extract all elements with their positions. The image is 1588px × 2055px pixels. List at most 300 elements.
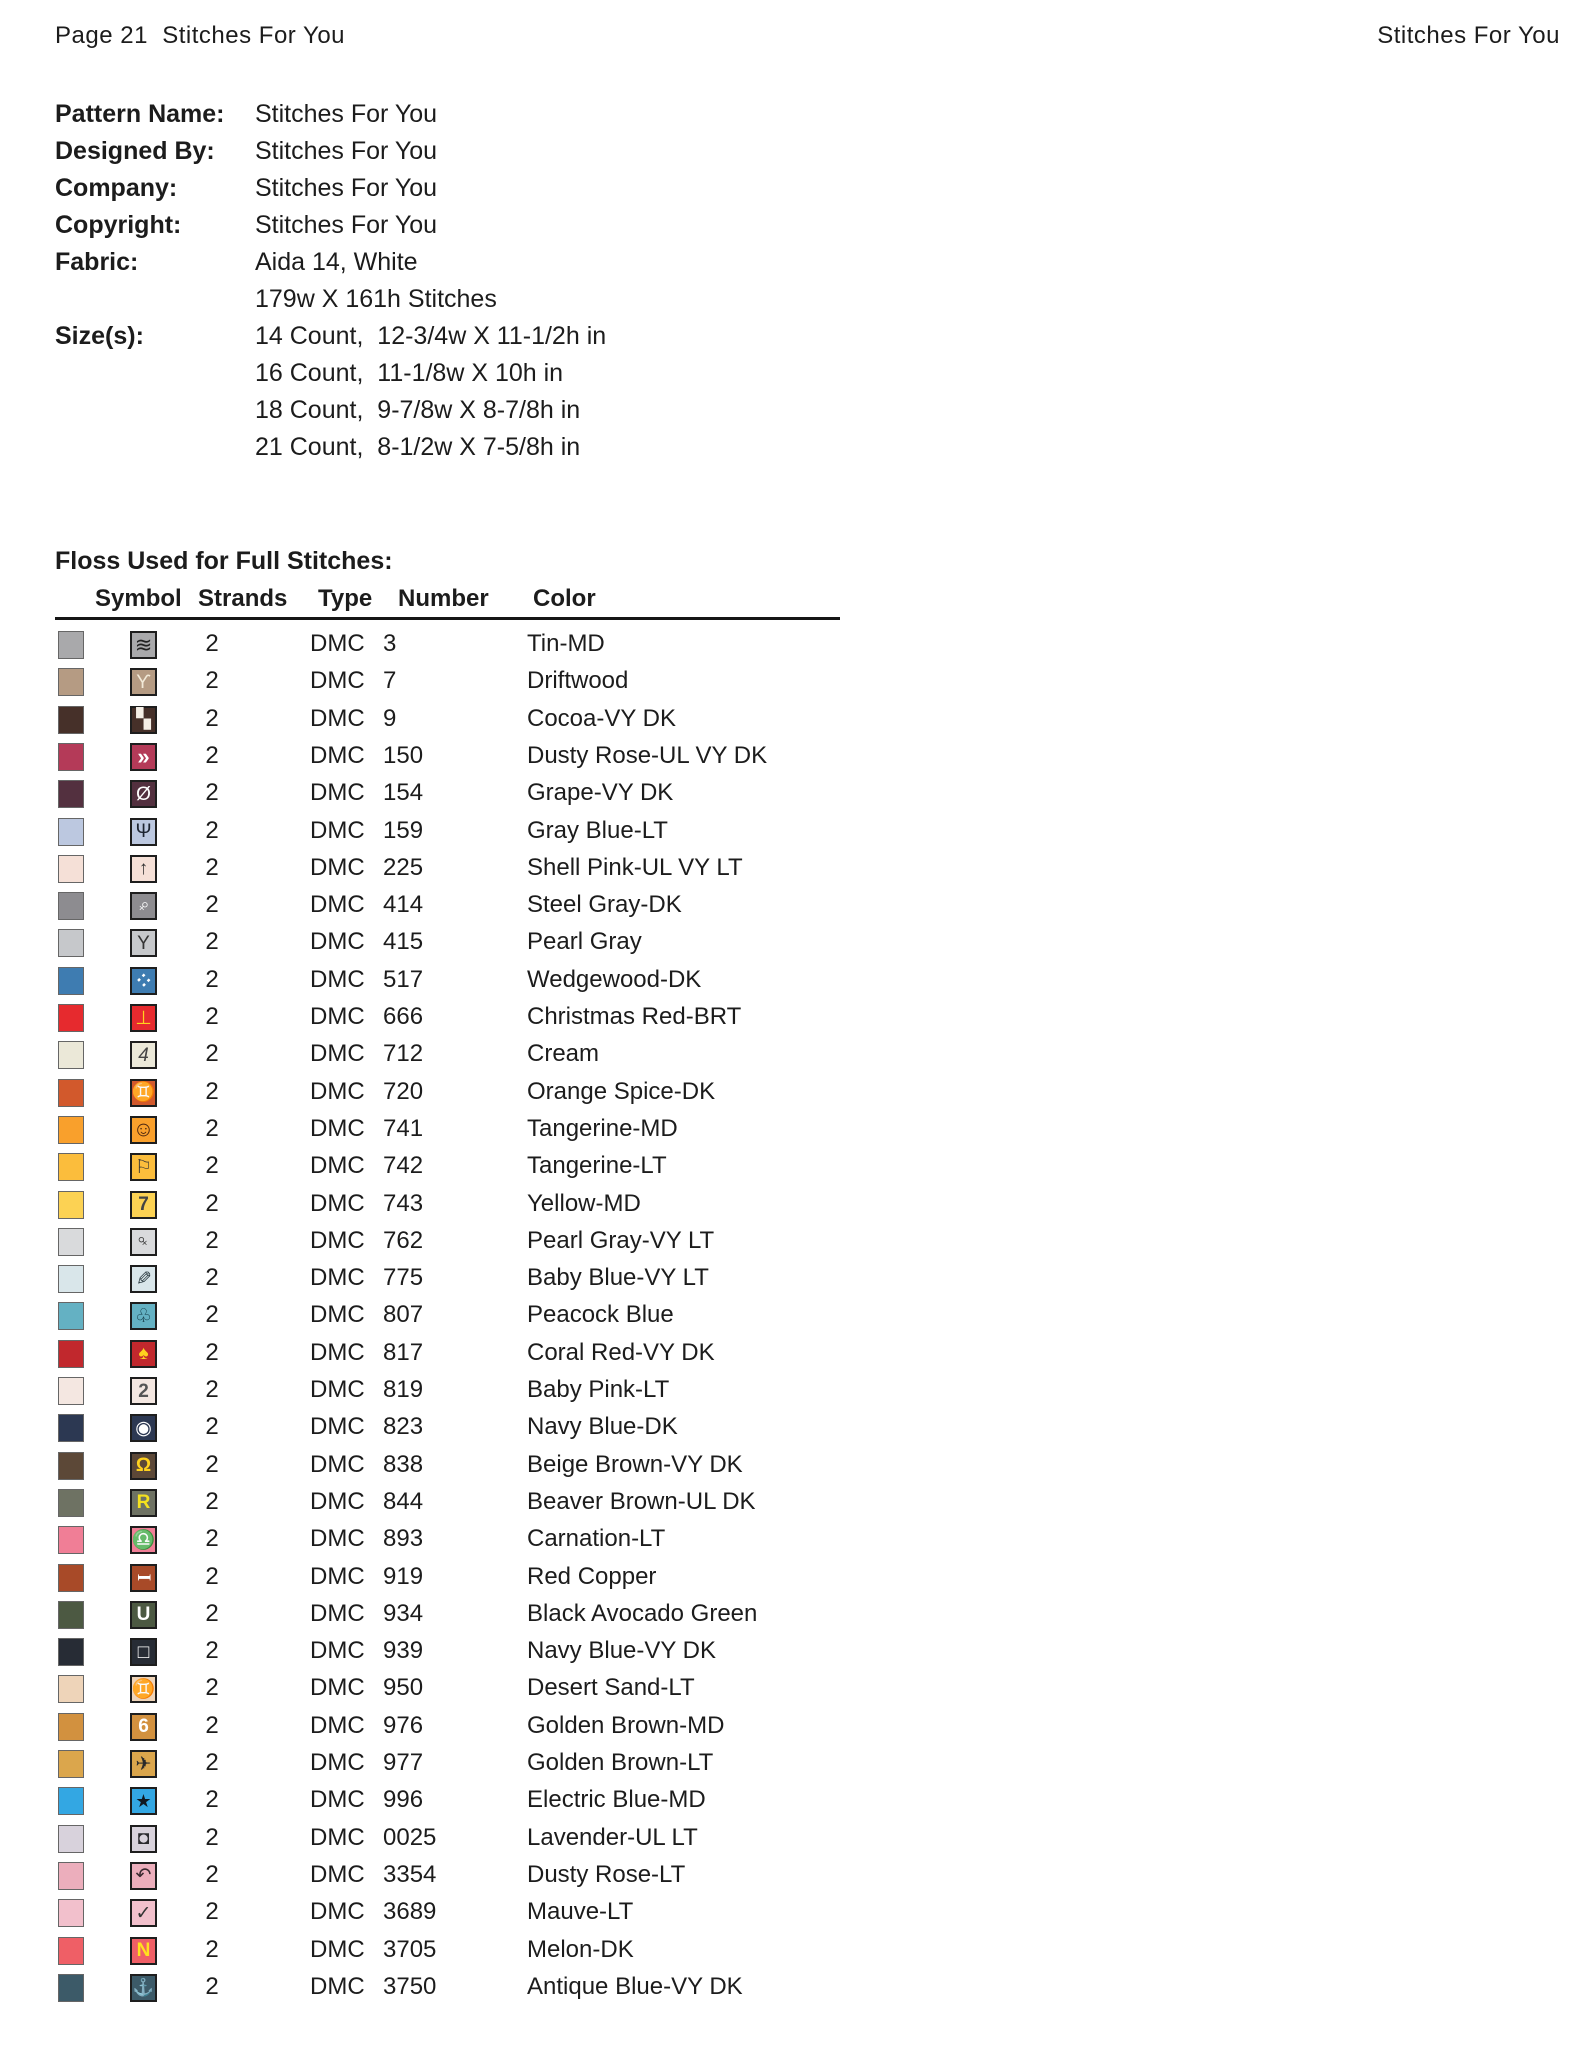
floss-row xyxy=(0,852,1588,889)
symbol-chip xyxy=(130,1116,157,1144)
color-name: Antique Blue-VY DK xyxy=(527,1972,743,2000)
info-value: Stitches For You xyxy=(255,211,438,239)
diagonal-squares-icon: ▚ xyxy=(136,709,151,731)
type-value: DMC xyxy=(310,1040,365,1068)
color-swatch xyxy=(58,1228,84,1256)
type-value: DMC xyxy=(310,779,365,807)
color-swatch xyxy=(58,855,84,883)
number-value: 3750 xyxy=(383,1972,437,2000)
check-icon: ✓ xyxy=(135,1902,152,1924)
symbol-chip xyxy=(130,1452,157,1480)
info-label: Size(s): xyxy=(55,322,144,350)
star-icon: ★ xyxy=(135,1791,152,1812)
floss-row xyxy=(0,1672,1588,1709)
symbol-chip xyxy=(130,1526,157,1554)
symbol-chip xyxy=(130,1340,157,1368)
strands-value: 2 xyxy=(205,1525,219,1553)
upsilon-icon: ϒ xyxy=(136,671,151,693)
strands-value: 2 xyxy=(205,1413,219,1441)
floss-row xyxy=(0,1001,1588,1038)
color-name: Grape-VY DK xyxy=(527,779,674,807)
symbol-chip xyxy=(130,1228,157,1256)
color-swatch xyxy=(58,1340,84,1368)
info-value: Stitches For You xyxy=(255,137,438,165)
strands-value: 2 xyxy=(205,965,219,993)
number-value: 150 xyxy=(383,741,424,769)
floss-row xyxy=(0,1747,1588,1784)
smiley-icon: ☺ xyxy=(132,1118,155,1142)
color-name: Carnation-LT xyxy=(527,1525,666,1553)
color-name: Yellow-MD xyxy=(527,1189,641,1217)
color-swatch xyxy=(58,1302,84,1330)
type-value: DMC xyxy=(310,1226,365,1254)
info-value: 14 Count, 12-3/4w X 11-1/2h in xyxy=(255,322,607,350)
color-name: Pearl Gray-VY LT xyxy=(527,1226,715,1254)
symbol-chip xyxy=(130,1079,157,1107)
symbol-chip xyxy=(130,668,157,696)
info-label: Pattern Name: xyxy=(55,100,225,128)
symbol-chip xyxy=(130,1974,157,2002)
color-swatch xyxy=(58,1265,84,1293)
type-value: DMC xyxy=(310,1749,365,1776)
strands-value: 2 xyxy=(205,667,219,695)
letter-u-icon: U xyxy=(136,1604,151,1626)
floss-row xyxy=(0,628,1588,665)
type-value: DMC xyxy=(310,1562,365,1590)
type-value: DMC xyxy=(310,891,365,919)
color-swatch xyxy=(58,668,84,696)
color-swatch xyxy=(58,706,84,734)
strands-value: 2 xyxy=(205,1301,219,1329)
strands-value: 2 xyxy=(205,1450,219,1478)
floss-row xyxy=(0,1784,1588,1821)
strands-value: 2 xyxy=(205,1226,219,1254)
info-value: 18 Count, 9-7/8w X 8-7/8h in xyxy=(255,396,581,424)
floss-row xyxy=(0,1299,1588,1336)
color-name: Christmas Red-BRT xyxy=(527,1003,742,1030)
bell-icon: Ω xyxy=(135,1455,152,1477)
color-name: Beige Brown-VY DK xyxy=(527,1450,743,1478)
color-swatch xyxy=(58,1041,84,1069)
page-header-right: Stitches For You xyxy=(1377,22,1560,49)
type-value: DMC xyxy=(310,1823,365,1851)
color-swatch xyxy=(58,1414,84,1442)
symbol-chip xyxy=(130,1825,157,1853)
type-value: DMC xyxy=(310,1189,365,1217)
number-value: 743 xyxy=(383,1189,424,1217)
strands-value: 2 xyxy=(205,853,219,881)
color-name: Dusty Rose-LT xyxy=(527,1860,686,1888)
floss-row xyxy=(0,1188,1588,1225)
strands-value: 2 xyxy=(205,1786,219,1814)
type-value: DMC xyxy=(310,1935,365,1963)
type-value: DMC xyxy=(310,1487,365,1515)
floss-row xyxy=(0,1262,1588,1299)
symbol-chip xyxy=(130,1937,157,1965)
number-value: 775 xyxy=(383,1264,424,1292)
number-value: 666 xyxy=(383,1003,424,1030)
floss-row xyxy=(0,1449,1588,1486)
slashed-four-icon: 4 xyxy=(138,1044,149,1066)
number-value: 414 xyxy=(383,891,424,919)
strands-value: 2 xyxy=(205,1823,219,1851)
floss-row xyxy=(0,1337,1588,1374)
column-header-type: Type xyxy=(318,585,373,612)
color-name: Navy Blue-DK xyxy=(527,1413,678,1441)
floss-row xyxy=(0,703,1588,740)
color-swatch xyxy=(58,1825,84,1853)
floss-row xyxy=(0,1225,1588,1262)
symbol-chip xyxy=(130,929,157,957)
gemini-icon: ♊ xyxy=(131,1678,156,1700)
color-name: Dusty Rose-UL VY DK xyxy=(527,741,768,769)
quad-dots-icon: ∷ xyxy=(132,970,155,992)
plane-icon: ✈ xyxy=(135,1753,152,1775)
floss-row xyxy=(0,1710,1588,1747)
floss-row xyxy=(0,1896,1588,1933)
info-value: 16 Count, 11-1/8w X 10h in xyxy=(255,359,564,387)
number-value: 154 xyxy=(383,779,424,807)
floss-row xyxy=(0,1859,1588,1896)
pencil-icon: ✎ xyxy=(135,1268,152,1290)
floss-row xyxy=(0,740,1588,777)
color-name: Baby Pink-LT xyxy=(527,1376,670,1403)
number-value: 939 xyxy=(383,1637,424,1665)
floss-row xyxy=(0,815,1588,852)
number-value: 517 xyxy=(383,965,424,993)
info-label: Fabric: xyxy=(55,248,139,276)
color-swatch xyxy=(58,631,84,659)
number-value: 225 xyxy=(383,853,424,881)
arrow-up-icon: ↑ xyxy=(138,858,149,880)
symbol-chip xyxy=(130,1414,157,1442)
type-value: DMC xyxy=(310,965,365,993)
strands-value: 2 xyxy=(205,1040,219,1068)
club-icon: ♧ xyxy=(134,1305,153,1327)
strands-value: 2 xyxy=(205,1376,219,1403)
floss-row xyxy=(0,1076,1588,1113)
type-value: DMC xyxy=(310,1599,365,1627)
type-value: DMC xyxy=(310,853,365,881)
color-swatch xyxy=(58,892,84,920)
floss-row xyxy=(0,1150,1588,1187)
color-swatch xyxy=(58,780,84,808)
floss-row xyxy=(0,665,1588,702)
type-value: DMC xyxy=(310,741,365,769)
color-swatch xyxy=(58,1638,84,1666)
color-name: Electric Blue-MD xyxy=(527,1786,706,1814)
number-value: 844 xyxy=(383,1487,424,1515)
floss-row xyxy=(0,1561,1588,1598)
number-value: 159 xyxy=(383,816,424,844)
number-value: 977 xyxy=(383,1749,424,1776)
color-swatch xyxy=(58,1713,84,1741)
color-name: Golden Brown-LT xyxy=(527,1749,714,1776)
strands-value: 2 xyxy=(205,779,219,807)
color-name: Tin-MD xyxy=(527,630,605,657)
type-value: DMC xyxy=(310,1786,365,1814)
number-value: 415 xyxy=(383,928,424,956)
number-value: 742 xyxy=(383,1152,424,1180)
color-swatch xyxy=(58,1899,84,1927)
color-swatch xyxy=(58,1601,84,1629)
strands-value: 2 xyxy=(205,1189,219,1217)
type-value: DMC xyxy=(310,1264,365,1292)
symbol-chip xyxy=(130,967,157,995)
color-name: Desert Sand-LT xyxy=(527,1674,695,1702)
type-value: DMC xyxy=(310,1114,365,1142)
key-icon: ♀ xyxy=(131,893,156,919)
color-name: Wedgewood-DK xyxy=(527,965,702,993)
floss-row xyxy=(0,889,1588,926)
header-rule xyxy=(55,617,840,620)
type-value: DMC xyxy=(310,630,365,657)
color-swatch xyxy=(58,967,84,995)
color-name: Pearl Gray xyxy=(527,928,642,956)
color-name: Tangerine-LT xyxy=(527,1152,667,1180)
type-value: DMC xyxy=(310,1152,365,1180)
type-value: DMC xyxy=(310,1525,365,1553)
symbol-chip xyxy=(130,1377,157,1405)
color-name: Melon-DK xyxy=(527,1935,634,1963)
info-value: Stitches For You xyxy=(255,100,438,128)
symbol-chip xyxy=(130,706,157,734)
type-value: DMC xyxy=(310,816,365,844)
strands-value: 2 xyxy=(205,891,219,919)
strands-value: 2 xyxy=(205,1749,219,1776)
floss-row xyxy=(0,964,1588,1001)
info-value: Stitches For You xyxy=(255,174,438,202)
strands-value: 2 xyxy=(205,630,219,657)
strands-value: 2 xyxy=(205,1599,219,1627)
number-value: 893 xyxy=(383,1525,424,1553)
color-name: Beaver Brown-UL DK xyxy=(527,1487,756,1515)
double-chevron-icon: » xyxy=(137,743,150,769)
number-value: 996 xyxy=(383,1786,424,1814)
type-value: DMC xyxy=(310,1674,365,1702)
type-value: DMC xyxy=(310,928,365,956)
symbol-chip xyxy=(130,1564,157,1592)
info-value: 179w X 161h Stitches xyxy=(255,285,497,313)
psi-icon: Ψ xyxy=(135,821,152,842)
symbol-chip xyxy=(130,1004,157,1032)
color-name: Shell Pink-UL VY LT xyxy=(527,853,743,881)
symbol-chip xyxy=(130,1750,157,1778)
symbol-chip xyxy=(130,818,157,846)
color-swatch xyxy=(58,1191,84,1219)
color-name: Coral Red-VY DK xyxy=(527,1338,715,1366)
column-header-number: Number xyxy=(398,585,489,612)
letter-r-icon: R xyxy=(136,1492,151,1514)
strands-value: 2 xyxy=(205,1487,219,1515)
symbol-chip xyxy=(130,1041,157,1069)
symbol-chip xyxy=(130,1302,157,1330)
type-value: DMC xyxy=(310,1003,365,1030)
number-value: 3705 xyxy=(383,1935,437,1963)
color-swatch xyxy=(58,1526,84,1554)
color-swatch xyxy=(58,1787,84,1815)
info-label: Company: xyxy=(55,174,178,202)
strands-value: 2 xyxy=(205,1264,219,1292)
type-value: DMC xyxy=(310,1898,365,1926)
color-swatch xyxy=(58,1489,84,1517)
color-name: Black Avocado Green xyxy=(527,1599,758,1627)
color-swatch xyxy=(58,1750,84,1778)
strands-value: 2 xyxy=(205,1003,219,1030)
symbol-chip xyxy=(130,1713,157,1741)
number-value: 823 xyxy=(383,1413,424,1441)
color-name: Lavender-UL LT xyxy=(527,1823,698,1851)
color-swatch xyxy=(58,1937,84,1965)
symbol-chip xyxy=(130,631,157,659)
number-value: 817 xyxy=(383,1338,424,1366)
symbol-chip xyxy=(130,1489,157,1517)
type-value: DMC xyxy=(310,1450,365,1478)
page-header-left: Page 21 Stitches For You xyxy=(55,22,346,49)
strands-value: 2 xyxy=(205,1935,219,1963)
number-value: 741 xyxy=(383,1114,424,1142)
color-name: Navy Blue-VY DK xyxy=(527,1637,716,1665)
type-value: DMC xyxy=(310,1860,365,1888)
two-icon: 2 xyxy=(138,1380,149,1402)
inverse-bullet-icon: ◘ xyxy=(137,1828,150,1850)
floss-row xyxy=(0,1523,1588,1560)
info-label: Designed By: xyxy=(55,137,215,165)
symbol-chip xyxy=(130,1862,157,1890)
strands-value: 2 xyxy=(205,1972,219,2000)
type-value: DMC xyxy=(310,1413,365,1441)
letter-n-icon: N xyxy=(136,1940,151,1961)
magnifier-icon: ♀ xyxy=(131,1229,156,1255)
color-swatch xyxy=(58,1079,84,1107)
type-value: DMC xyxy=(310,1077,365,1105)
info-value: 21 Count, 8-1/2w X 7-5/8h in xyxy=(255,433,581,461)
color-name: Cocoa-VY DK xyxy=(527,704,676,732)
strands-value: 2 xyxy=(205,741,219,769)
floss-row xyxy=(0,1038,1588,1075)
symbol-chip xyxy=(130,1153,157,1181)
color-swatch xyxy=(58,1974,84,2002)
perpendicular-icon: ⊥ xyxy=(135,1007,152,1029)
spade-icon: ♠ xyxy=(138,1343,149,1365)
color-swatch xyxy=(58,1116,84,1144)
color-name: Cream xyxy=(527,1040,600,1068)
floss-row xyxy=(0,1374,1588,1411)
floss-row xyxy=(0,1411,1588,1448)
strands-value: 2 xyxy=(205,1711,219,1739)
symbol-chip xyxy=(130,1265,157,1293)
number-value: 3689 xyxy=(383,1898,437,1926)
number-value: 934 xyxy=(383,1599,424,1627)
symbol-chip xyxy=(130,743,157,771)
info-value: Aida 14, White xyxy=(255,248,418,276)
slashed-o-icon: Ø xyxy=(136,783,151,805)
floss-row xyxy=(0,1486,1588,1523)
color-swatch xyxy=(58,1377,84,1405)
strands-value: 2 xyxy=(205,1338,219,1366)
zigzag-icon: ≋ xyxy=(134,633,153,657)
color-name: Mauve-LT xyxy=(527,1898,634,1926)
number-value: 720 xyxy=(383,1077,424,1105)
y-icon: Y xyxy=(137,932,150,954)
type-value: DMC xyxy=(310,1376,365,1403)
number-value: 976 xyxy=(383,1711,424,1739)
color-swatch xyxy=(58,1153,84,1181)
floss-row xyxy=(0,1635,1588,1672)
type-value: DMC xyxy=(310,1301,365,1329)
flag-icon: ⚐ xyxy=(134,1156,153,1178)
seven-icon: 7 xyxy=(138,1194,149,1215)
strands-value: 2 xyxy=(205,1637,219,1665)
column-header-symbol: Symbol xyxy=(95,585,182,612)
strands-value: 2 xyxy=(205,1152,219,1180)
symbol-chip xyxy=(130,1675,157,1703)
gemini-icon: ♊ xyxy=(131,1082,156,1104)
floss-section-title: Floss Used for Full Stitches: xyxy=(55,547,393,575)
strands-value: 2 xyxy=(205,1898,219,1926)
floss-row xyxy=(0,1934,1588,1971)
type-value: DMC xyxy=(310,667,365,695)
color-name: Tangerine-MD xyxy=(527,1114,678,1142)
strands-value: 2 xyxy=(205,1077,219,1105)
strands-value: 2 xyxy=(205,1114,219,1142)
symbol-chip xyxy=(130,780,157,808)
number-value: 819 xyxy=(383,1376,424,1403)
type-value: DMC xyxy=(310,1338,365,1366)
strands-value: 2 xyxy=(205,704,219,732)
number-value: 838 xyxy=(383,1450,424,1478)
number-value: 950 xyxy=(383,1674,424,1702)
symbol-chip xyxy=(130,1899,157,1927)
libra-icon: ♎ xyxy=(131,1529,156,1551)
square-outline-icon: □ xyxy=(137,1641,150,1663)
info-label: Copyright: xyxy=(55,211,182,239)
fisheye-icon: ◉ xyxy=(135,1417,152,1439)
color-swatch xyxy=(58,743,84,771)
symbol-chip xyxy=(130,1638,157,1666)
type-value: DMC xyxy=(310,1711,365,1739)
floss-row xyxy=(0,1598,1588,1635)
symbol-chip xyxy=(130,1601,157,1629)
strands-value: 2 xyxy=(205,1674,219,1702)
type-value: DMC xyxy=(310,704,365,732)
color-name: Driftwood xyxy=(527,667,629,695)
color-name: Orange Spice-DK xyxy=(527,1077,716,1105)
column-header-strands: Strands xyxy=(198,585,288,612)
ibeam-icon: I xyxy=(133,1573,154,1582)
floss-row xyxy=(0,1971,1588,2008)
color-name: Gray Blue-LT xyxy=(527,816,668,844)
color-swatch xyxy=(58,1452,84,1480)
strands-value: 2 xyxy=(205,1562,219,1590)
number-value: 9 xyxy=(383,704,397,732)
symbol-chip xyxy=(130,855,157,883)
symbol-chip xyxy=(130,1787,157,1815)
number-value: 7 xyxy=(383,667,397,695)
color-name: Peacock Blue xyxy=(527,1301,674,1329)
number-value: 3354 xyxy=(383,1860,437,1888)
number-value: 762 xyxy=(383,1226,424,1254)
color-swatch xyxy=(58,1004,84,1032)
color-swatch xyxy=(58,929,84,957)
floss-row xyxy=(0,926,1588,963)
number-value: 712 xyxy=(383,1040,424,1068)
symbol-chip xyxy=(130,892,157,920)
type-value: DMC xyxy=(310,1972,365,2000)
curve-arrow-icon: ↶ xyxy=(135,1865,152,1887)
strands-value: 2 xyxy=(205,1860,219,1888)
type-value: DMC xyxy=(310,1637,365,1665)
